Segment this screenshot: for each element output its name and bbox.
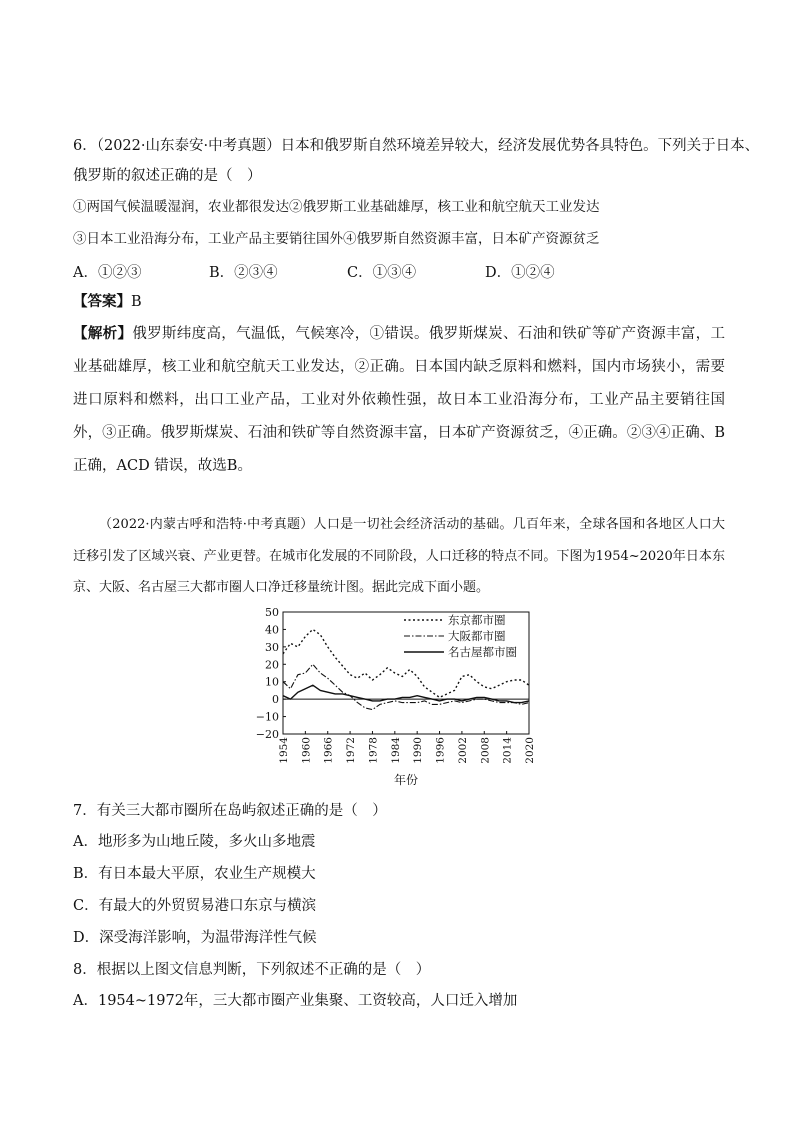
analysis-label: 【解析】 xyxy=(73,325,133,342)
q7-stem: 7．有关三大都市圈所在岛屿叙述正确的是（ ） xyxy=(73,803,387,819)
x-tick-label: 1996 xyxy=(434,737,447,764)
y-tick-label: 20 xyxy=(265,658,279,672)
x-tick-label: 2020 xyxy=(524,737,536,764)
q7-option-a: A．地形多为山地丘陵，多火山多地震 xyxy=(73,834,316,850)
x-tick-label: 2014 xyxy=(501,737,514,764)
q6-statements-1: ①两国气候温暖湿润，农业都很发达②俄罗斯工业基础雄厚，核工业和航空航天工业发达 xyxy=(73,199,600,215)
series-line-2 xyxy=(283,664,529,709)
legend-label-2: 大阪都市圈 xyxy=(448,629,506,643)
q6-stem-line2: 俄罗斯的叙述正确的是（ ） xyxy=(73,168,262,184)
q7-option-b: B．有日本最大平原，农业生产规模大 xyxy=(73,866,316,882)
x-tick-label: 2008 xyxy=(479,737,492,764)
x-tick-label: 1990 xyxy=(412,737,425,764)
q6-option-d: D．①②④ xyxy=(485,265,555,281)
q7-option-c: C．有最大的外贸贸易港口东京与横滨 xyxy=(73,898,317,914)
x-tick-label: 1960 xyxy=(300,737,313,764)
series-line-3 xyxy=(283,685,529,702)
y-tick-label: −20 xyxy=(255,728,279,741)
y-tick-label: 10 xyxy=(265,675,279,689)
y-tick-label: 50 xyxy=(265,606,279,619)
answer-value: B xyxy=(131,294,142,310)
migration-chart xyxy=(250,606,540,788)
x-tick-label: 1978 xyxy=(367,737,380,764)
y-tick-label: 30 xyxy=(265,640,279,654)
legend-label-1: 东京都市圈 xyxy=(448,613,506,627)
x-tick-label: 1966 xyxy=(322,737,335,764)
x-tick-label: 2002 xyxy=(456,737,469,764)
q7-option-d: D．深受海洋影响，为温带海洋性气候 xyxy=(73,930,317,946)
x-tick-label: 1984 xyxy=(389,737,402,764)
q6-analysis xyxy=(73,317,725,483)
analysis-text: 俄罗斯纬度高，气温低，气候寒冷，①错误。俄罗斯煤炭、石油和铁矿等矿产资源丰富，工业基础雄厚，核工业和航空航天工业发达，②正确。日本国内缺乏原料和燃料，国内市场狭小，需要进口原料和燃料，出口工业产品，工业对外依赖性强，故日本工业沿海分布，工业产品主要销往国外，③正确。俄罗斯煤炭、石油和铁矿等自然资源丰富，日本矿产资源贫乏，④正确。②③④正确、B 正确，ACD 错误，故选B。 xyxy=(73,326,726,474)
q6-option-b: B．②③④ xyxy=(209,265,278,281)
x-tick-label: 1954 xyxy=(278,737,290,764)
y-tick-label: 0 xyxy=(272,693,279,707)
q8-stem: 8．根据以上图文信息判断，下列叙述不正确的是（ ） xyxy=(73,962,431,978)
q6-option-c: C．①③④ xyxy=(347,265,417,281)
q6-option-a: A．①②③ xyxy=(73,265,142,281)
y-tick-label: 40 xyxy=(265,623,279,637)
x-axis-label: 年份 xyxy=(393,773,419,787)
legend-label-3: 名古屋都市圈 xyxy=(448,645,517,659)
x-tick-label: 1972 xyxy=(345,737,358,764)
q6-stem-line1: 6．（2022·山东泰安·中考真题）日本和俄罗斯自然环境差异较大，经济发展优势各具特色。下列关于日本、 xyxy=(73,138,760,154)
q6-answer xyxy=(73,292,142,312)
q6-statements-2: ③日本工业沿海分布，工业产品主要销往国外④俄罗斯自然资源丰富，日本矿产资源贫乏 xyxy=(73,231,600,247)
q8-option-a: A．1954~1972年，三大都市圈产业集聚、工资较高，人口迁入增加 xyxy=(73,993,518,1009)
answer-label: 【答案】 xyxy=(73,293,131,310)
material-intro: （2022·内蒙古呼和浩特·中考真题）人口是一切社会经济活动的基础。几百年来，全球各国和各地区人口大迁移引发了区域兴衰、产业更替。在城市化发展的不同阶段，人口迁移的特点不同。下图为1954~2020年日本东京、大阪、名古屋三大都市圈人口净迁移量统计图。据此完成下面小题。 xyxy=(73,517,725,595)
y-tick-label: −10 xyxy=(255,710,279,724)
